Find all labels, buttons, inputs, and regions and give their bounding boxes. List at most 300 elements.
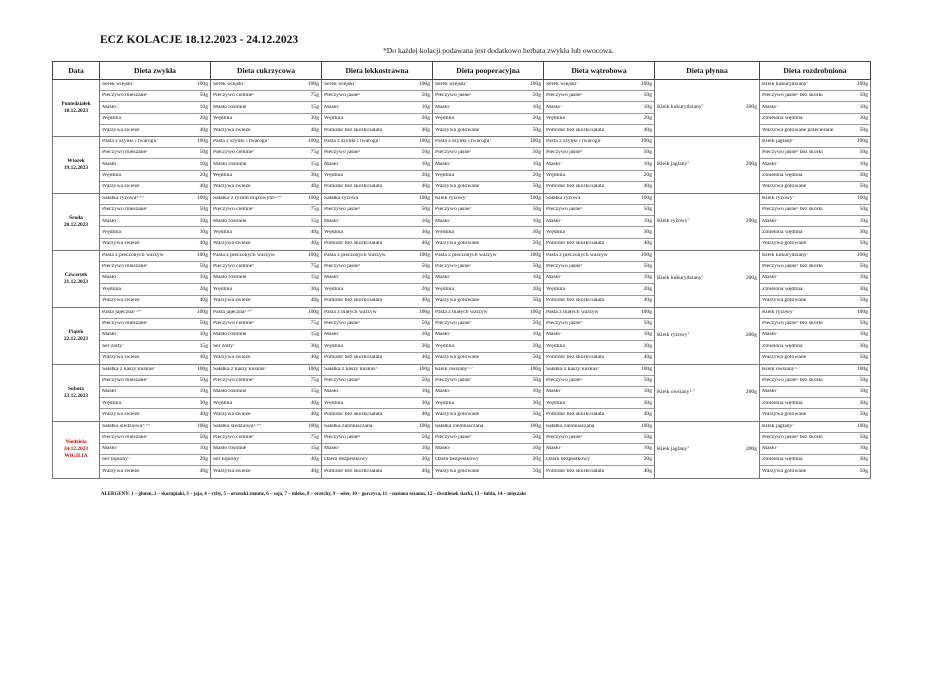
menu-item — [100, 148, 210, 159]
menu-item-name: Wędlina — [435, 229, 454, 235]
menu-item — [433, 182, 543, 193]
day-name: Wtorek — [67, 158, 85, 165]
menu-item — [211, 365, 321, 376]
menu-item-quantity: 20g — [199, 171, 208, 178]
menu-item-name: Pasta z pieczonych warzyw — [546, 253, 608, 259]
menu-item — [322, 365, 432, 376]
menu-item — [760, 216, 870, 227]
menu-item-quantity: 100g — [418, 309, 430, 316]
menu-item-name: Kleik ryżowy⁷ — [657, 331, 690, 338]
menu-item — [211, 91, 321, 102]
menu-item — [433, 273, 543, 284]
menu-item-quantity: 50g — [859, 149, 868, 156]
menu-item-name: Warzywa świeże — [102, 241, 140, 247]
menu-item — [544, 409, 654, 420]
menu-item-name: Pieczywo jasne¹ — [435, 321, 472, 327]
diet-cell-rozdrobniona — [760, 421, 871, 478]
menu-item-name: Masło⁷ — [102, 161, 118, 167]
menu-item-name: Pieczywo ciemne¹ — [213, 93, 254, 99]
menu-item — [100, 365, 210, 376]
menu-item-quantity: 30g — [859, 399, 868, 406]
menu-item-quantity: 10g — [421, 274, 430, 281]
day-extra: WIGILIA — [64, 452, 88, 459]
menu-item-name: Wędlina — [213, 229, 232, 235]
menu-item-quantity: 10g — [643, 217, 652, 224]
menu-item-quantity: 40g — [310, 468, 319, 475]
menu-item-name: Masło⁷ — [546, 218, 562, 224]
menu-item-quantity: 100g — [307, 252, 319, 259]
menu-item-name: Wędlina — [435, 115, 454, 121]
menu-item-quantity: 30g — [532, 228, 541, 235]
menu-item-name: Pieczywo jasne¹ — [435, 264, 472, 270]
menu-item — [100, 262, 210, 273]
menu-item — [433, 125, 543, 136]
menu-item — [433, 148, 543, 159]
menu-item-quantity: 100g — [418, 422, 430, 429]
menu-item — [100, 91, 210, 102]
menu-item-name: Pomidor bez skórki/sałata — [546, 127, 605, 133]
menu-item-name: Pasta z białych warzyw — [435, 310, 488, 316]
menu-item-quantity: 50g — [643, 149, 652, 156]
menu-item-name: Masło⁷ — [762, 446, 778, 452]
menu-item-quantity: 50g — [643, 434, 652, 441]
menu-item-quantity: 50g — [199, 377, 208, 384]
diet-cell-rozdrobniona — [760, 364, 871, 421]
menu-item — [433, 171, 543, 182]
menu-item-quantity: 30g — [421, 228, 430, 235]
menu-item-quantity: 100g — [529, 309, 541, 316]
menu-item-name: Kleik jaglany⁷ — [762, 139, 795, 145]
menu-item-quantity: 10g — [199, 103, 208, 110]
menu-item — [655, 447, 759, 453]
menu-item-quantity: 15g — [310, 103, 319, 110]
menu-item-quantity: 50g — [532, 263, 541, 270]
menu-item-name: Kleik owsiany¹·⁷ — [657, 388, 695, 395]
menu-item-quantity: 10g — [199, 160, 208, 167]
menu-item-name: Wędlina — [102, 172, 121, 178]
menu-item-quantity: 40g — [310, 183, 319, 190]
menu-item — [322, 205, 432, 216]
menu-item-name: Pieczywo mieszane¹ — [102, 93, 148, 99]
menu-item-quantity: 100g — [196, 81, 208, 88]
menu-item — [433, 262, 543, 273]
menu-item-quantity: 10g — [643, 445, 652, 452]
menu-item-quantity: 50g — [532, 320, 541, 327]
menu-item-quantity: 50g — [421, 149, 430, 156]
menu-item-quantity: 100g — [640, 365, 652, 372]
menu-item-name: Warzywa gotowane — [762, 355, 807, 361]
menu-item-quantity: 200g — [745, 445, 757, 452]
col-header-dieta-zwykla: Dieta zwykła — [100, 62, 211, 80]
menu-item — [544, 159, 654, 170]
menu-item-name: Wędlina — [213, 400, 232, 406]
menu-item — [655, 390, 759, 396]
menu-item — [100, 284, 210, 295]
diet-cell-plynna — [655, 250, 760, 307]
menu-item-name: Sałatka ryżowa — [324, 196, 359, 202]
diet-cell-zwykla — [100, 250, 211, 307]
menu-item-quantity: 30g — [859, 228, 868, 235]
menu-item — [544, 376, 654, 387]
menu-item — [433, 455, 543, 466]
diet-cell-cukrzycowa — [211, 250, 322, 307]
menu-item — [211, 159, 321, 170]
menu-item — [760, 273, 870, 284]
menu-item-quantity: 50g — [532, 183, 541, 190]
menu-item-quantity: 10g — [859, 160, 868, 167]
menu-item-name: Wędlina — [102, 400, 121, 406]
menu-item-name: Kleik kukurydziany⁷ — [657, 104, 704, 111]
menu-item-name: Wędlina — [324, 343, 343, 349]
menu-item — [433, 205, 543, 216]
menu-item-name: Warzywa gotowane — [762, 298, 807, 304]
menu-item-quantity: 30g — [421, 399, 430, 406]
menu-item — [760, 91, 870, 102]
menu-item-quantity: 20g — [199, 285, 208, 292]
menu-item-quantity: 100g — [529, 81, 541, 88]
menu-item-quantity: 40g — [310, 297, 319, 304]
day-name: Środa — [69, 215, 83, 222]
menu-item-quantity: 10g — [421, 103, 430, 110]
menu-item-name: Pasta z szynki i twarogu⁷ — [546, 139, 603, 145]
menu-item — [100, 330, 210, 341]
menu-item-quantity: 40g — [421, 126, 430, 133]
menu-item-quantity: 20g — [199, 456, 208, 463]
diet-cell-watrobowa — [544, 80, 655, 137]
menu-item — [211, 444, 321, 455]
menu-item-quantity: 50g — [643, 320, 652, 327]
menu-item-quantity: 50g — [643, 92, 652, 99]
menu-item-name: Masło⁷ — [762, 275, 778, 281]
menu-item-quantity: 20g — [643, 114, 652, 121]
diet-cell-cukrzycowa — [211, 193, 322, 250]
menu-item — [322, 296, 432, 307]
menu-item-quantity: 100g — [196, 138, 208, 145]
menu-item-quantity: 50g — [199, 92, 208, 99]
menu-item-name: Pieczywo jasne¹ — [546, 150, 583, 156]
menu-item — [433, 102, 543, 113]
menu-item — [544, 365, 654, 376]
menu-item — [211, 125, 321, 136]
menu-item-name: Pomidor bez skórki/sałata — [546, 298, 605, 304]
menu-item — [322, 341, 432, 352]
menu-item-name: Zmielona wędlina — [762, 172, 803, 178]
menu-item-name: Pieczywo jasne¹ bez skórki — [762, 321, 823, 327]
menu-item-quantity: 50g — [532, 240, 541, 247]
menu-item-name: Masło⁷ — [102, 104, 118, 110]
menu-item-name: Pomidor bez skórki/sałata — [546, 469, 605, 475]
menu-item — [655, 162, 759, 168]
menu-item-quantity: 30g — [199, 399, 208, 406]
menu-item-quantity: 50g — [421, 434, 430, 441]
day-row — [53, 193, 871, 250]
menu-item-name: Sałatka śledziowa³·¹⁰ — [213, 423, 261, 429]
menu-item-name: Wędlina — [546, 172, 565, 178]
menu-item-quantity: 40g — [199, 126, 208, 133]
menu-item-quantity: 40g — [421, 297, 430, 304]
menu-item-quantity: 100g — [418, 81, 430, 88]
menu-item-name: Dżem bezpestkowy — [435, 457, 479, 463]
menu-item-quantity: 40g — [643, 183, 652, 190]
menu-item-quantity: 100g — [196, 365, 208, 372]
menu-item-name: Kleik kukurydziany⁷ — [657, 274, 704, 281]
menu-item-quantity: 15g — [310, 160, 319, 167]
diet-cell-rozdrobniona — [760, 250, 871, 307]
menu-item — [100, 205, 210, 216]
menu-item-quantity: 100g — [856, 252, 868, 259]
menu-item-name: Pieczywo jasne¹ bez skórki — [762, 150, 823, 156]
menu-item — [760, 239, 870, 250]
menu-item-quantity: 20g — [643, 285, 652, 292]
menu-item-name: Pieczywo jasne¹ bez skórki — [762, 207, 823, 213]
menu-item — [544, 148, 654, 159]
menu-item — [760, 409, 870, 420]
menu-item-quantity: 10g — [199, 445, 208, 452]
menu-item — [322, 159, 432, 170]
col-header-dieta-lekkostrawna: Dieta lekkostrawna — [322, 62, 433, 80]
menu-item — [544, 387, 654, 398]
menu-item — [322, 91, 432, 102]
day-row — [53, 307, 871, 364]
menu-item-name: Wędlina — [213, 286, 232, 292]
menu-item-name: Pasta z pieczonych warzyw — [435, 253, 497, 259]
menu-item — [322, 262, 432, 273]
menu-item-quantity: 100g — [529, 195, 541, 202]
menu-item-quantity: 50g — [859, 468, 868, 475]
menu-item-quantity: 40g — [310, 240, 319, 247]
menu-item-name: Pieczywo jasne¹ — [324, 378, 361, 384]
diet-cell-pooperacyjna — [433, 136, 544, 193]
day-date: 18.12.2023 — [63, 107, 89, 114]
menu-item-quantity: 100g — [640, 138, 652, 145]
menu-item — [760, 80, 870, 91]
day-row — [53, 136, 871, 193]
menu-item — [322, 444, 432, 455]
day-name: Sobota — [68, 385, 84, 392]
menu-item — [433, 466, 543, 477]
menu-item — [322, 239, 432, 250]
diet-cell-cukrzycowa — [211, 136, 322, 193]
menu-item-quantity: 50g — [199, 263, 208, 270]
menu-item — [322, 216, 432, 227]
menu-item — [322, 182, 432, 193]
menu-item — [544, 433, 654, 444]
menu-item — [433, 409, 543, 420]
day-cell — [53, 250, 100, 307]
menu-item-name: Kleik ryżowy⁷ — [657, 218, 690, 225]
diet-cell-cukrzycowa — [211, 364, 322, 421]
menu-item-name: Sałatka z kaszy kuskus¹ — [546, 366, 600, 372]
menu-item-quantity: 20g — [199, 114, 208, 121]
menu-item-name: Masło⁷ — [102, 218, 118, 224]
menu-item-quantity: 30g — [859, 456, 868, 463]
menu-item-quantity: 100g — [640, 252, 652, 259]
menu-item-quantity: 20g — [421, 114, 430, 121]
menu-item — [322, 114, 432, 125]
menu-item-quantity: 10g — [643, 331, 652, 338]
menu-item-name: Wędlina — [546, 229, 565, 235]
menu-item-quantity: 40g — [421, 411, 430, 418]
day-name: Poniedziałek — [61, 101, 91, 108]
menu-item — [100, 455, 210, 466]
menu-item-quantity: 100g — [856, 422, 868, 429]
day-cell — [53, 80, 100, 137]
menu-item-name: Pieczywo ciemne¹ — [213, 264, 254, 270]
menu-item — [100, 433, 210, 444]
menu-item-quantity: 100g — [418, 252, 430, 259]
menu-item-name: Pieczywo jasne¹ — [435, 207, 472, 213]
menu-item-name: Masło⁷ — [762, 104, 778, 110]
menu-item-name: Kleik jaglany⁷ — [657, 445, 690, 452]
menu-item — [544, 205, 654, 216]
menu-item-name: Warzywa świeże — [213, 355, 251, 361]
menu-item-name: Masło⁷ — [762, 161, 778, 167]
menu-item — [433, 387, 543, 398]
menu-item-quantity: 20g — [421, 342, 430, 349]
menu-item — [544, 466, 654, 477]
menu-item-name: Wędlina — [435, 400, 454, 406]
menu-item — [100, 387, 210, 398]
menu-item-quantity: 40g — [643, 126, 652, 133]
day-date: 22.12.2023 — [63, 335, 89, 342]
menu-item — [322, 466, 432, 477]
menu-item — [322, 422, 432, 433]
menu-item — [211, 148, 321, 159]
menu-item-name: Wędlina — [546, 400, 565, 406]
menu-item-quantity: 50g — [643, 377, 652, 384]
day-cell — [53, 307, 100, 364]
menu-item — [322, 409, 432, 420]
menu-item — [100, 398, 210, 409]
menu-item — [655, 105, 759, 111]
menu-item-quantity: 30g — [643, 228, 652, 235]
menu-item-name: Pasta z białych warzyw — [546, 310, 599, 316]
menu-item-quantity: 10g — [421, 160, 430, 167]
menu-item-name: Wędlina — [213, 115, 232, 121]
menu-item — [760, 171, 870, 182]
menu-item-quantity: 40g — [643, 468, 652, 475]
menu-item — [100, 80, 210, 91]
menu-item-quantity: 50g — [421, 92, 430, 99]
menu-item-quantity: 200g — [745, 274, 757, 281]
menu-item-quantity: 10g — [643, 160, 652, 167]
menu-item-name: Pasta jajeczna³·¹⁰ — [213, 310, 252, 316]
menu-item-quantity: 40g — [421, 468, 430, 475]
menu-item — [433, 80, 543, 91]
menu-item — [100, 341, 210, 352]
menu-item — [433, 91, 543, 102]
menu-item-quantity: 100g — [418, 138, 430, 145]
menu-item — [322, 330, 432, 341]
menu-item-quantity: 75g — [310, 206, 319, 213]
menu-item-quantity: 100g — [307, 365, 319, 372]
menu-item — [322, 353, 432, 364]
menu-item — [211, 102, 321, 113]
menu-item-quantity: 100g — [856, 365, 868, 372]
menu-item-quantity: 40g — [199, 297, 208, 304]
menu-item-name: Pieczywo jasne¹ — [435, 435, 472, 441]
menu-item — [760, 194, 870, 205]
menu-item-name: Zmielona wędlina — [762, 115, 803, 121]
menu-item — [211, 137, 321, 148]
menu-item — [211, 262, 321, 273]
menu-item-quantity: 50g — [859, 240, 868, 247]
diet-cell-plynna — [655, 80, 760, 137]
menu-item-name: Warzywa świeże — [213, 469, 251, 475]
menu-item-quantity: 100g — [529, 422, 541, 429]
col-header-dieta-plynna: Dieta płynna — [655, 62, 760, 80]
menu-item-name: Warzywa gotowane — [435, 469, 480, 475]
menu-item — [211, 341, 321, 352]
menu-item-name: Masło⁷ — [435, 389, 451, 395]
menu-item-quantity: 30g — [310, 342, 319, 349]
menu-item-name: Pomidor bez skórki/sałata — [546, 412, 605, 418]
menu-item-name: Masło⁷ — [324, 161, 340, 167]
menu-item-name: Pomidor bez skórki/sałata — [324, 469, 383, 475]
menu-item-name: Warzywa gotowane — [435, 412, 480, 418]
col-header-date: Data — [53, 62, 100, 80]
menu-item-quantity: 20g — [421, 171, 430, 178]
menu-item-name: Masło⁷ — [435, 275, 451, 281]
menu-item-name: Masło⁷ — [435, 446, 451, 452]
menu-item-quantity: 50g — [421, 206, 430, 213]
menu-item-name: Wędlina — [546, 115, 565, 121]
menu-item-name: Pieczywo jasne¹ — [324, 150, 361, 156]
menu-item — [544, 262, 654, 273]
menu-item-name: Pieczywo mieszane¹ — [102, 264, 148, 270]
menu-item-name: Warzywa świeże — [102, 127, 140, 133]
menu-item — [100, 194, 210, 205]
menu-item-name: Warzywa świeże — [102, 469, 140, 475]
menu-item-quantity: 10g — [859, 445, 868, 452]
menu-item-quantity: 75g — [310, 149, 319, 156]
menu-item-name: Warzywa świeże — [213, 241, 251, 247]
menu-item-name: Pieczywo jasne¹ bez skórki — [762, 435, 823, 441]
menu-item — [760, 262, 870, 273]
col-header-dieta-rozdrobniona: Dieta rozdrobniona — [760, 62, 871, 80]
diet-cell-lekkostrawna — [322, 250, 433, 307]
menu-item — [211, 409, 321, 420]
menu-item — [544, 137, 654, 148]
menu-item-name: Ser topiony⁷ — [102, 457, 130, 463]
menu-item-name: Masło⁷ — [762, 332, 778, 338]
menu-item-name: Masło roślinne — [213, 389, 247, 395]
diet-cell-pooperacyjna — [433, 307, 544, 364]
menu-item-quantity: 40g — [199, 468, 208, 475]
menu-item-name: Sałatka z kaszy kuskus¹ — [213, 366, 267, 372]
menu-item-quantity: 40g — [310, 399, 319, 406]
menu-item-name: Masło⁷ — [102, 446, 118, 452]
day-name: Piątek — [68, 328, 84, 335]
menu-item-name: Pieczywo jasne¹ bez skórki — [762, 93, 823, 99]
day-cell — [53, 364, 100, 421]
menu-item-name: Pomidor bez skórki/sałata — [324, 355, 383, 361]
menu-item-quantity: 10g — [532, 274, 541, 281]
menu-item-name: Pieczywo mieszane¹ — [102, 150, 148, 156]
menu-item-name: Sałatka ryżowa — [546, 196, 581, 202]
menu-item-name: Pieczywo jasne¹ — [324, 93, 361, 99]
header-row — [53, 62, 871, 80]
menu-item-quantity: 10g — [532, 103, 541, 110]
menu-item — [100, 102, 210, 113]
menu-item — [433, 308, 543, 319]
menu-item-quantity: 50g — [199, 320, 208, 327]
menu-item-name: Pieczywo jasne¹ — [435, 378, 472, 384]
menu-item — [760, 433, 870, 444]
menu-item — [544, 398, 654, 409]
menu-item-name: Serek wiejski⁷ — [546, 82, 579, 88]
menu-item-name: Masło⁷ — [324, 446, 340, 452]
